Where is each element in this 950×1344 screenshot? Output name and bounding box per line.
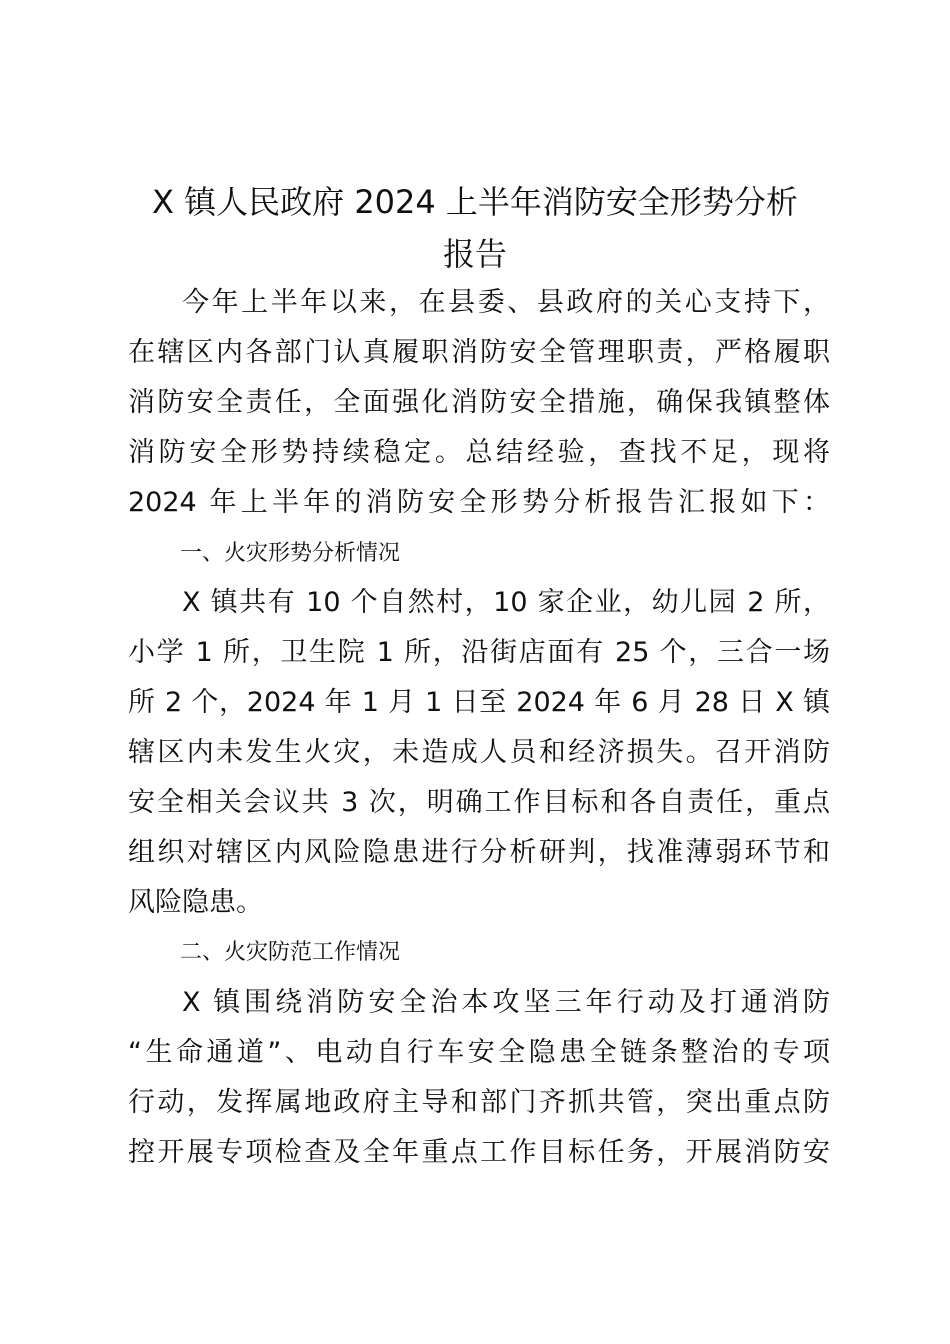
section-1-line-3: 所 2 个，2024 年 1 月 1 日至 2024 年 6 月 28 日 X 镇 bbox=[128, 687, 830, 718]
section-1-line-6: 组织对辖区内风险隐患进行分析研判，找准薄弱环节和 bbox=[128, 837, 830, 868]
section-1-line-5: 安全相关会议共 3 次，明确工作目标和各自责任，重点 bbox=[128, 787, 830, 818]
section-1-line-1: X 镇共有 10 个自然村，10 家企业，幼儿园 2 所， bbox=[182, 587, 830, 618]
section-2-line-2: “生命通道”、电动自行车安全隐患全链条整治的专项 bbox=[128, 1037, 830, 1068]
section-1-line-7: 风险隐患。 bbox=[128, 887, 263, 918]
section-2-line-1: X 镇围绕消防安全治本攻坚三年行动及打通消防 bbox=[182, 987, 830, 1018]
section-1-line-2: 小学 1 所，卫生院 1 所，沿街店面有 25 个，三合一场 bbox=[128, 637, 830, 668]
section-1-heading: 一、火灾形势分析情况 bbox=[180, 541, 401, 566]
intro-paragraph-line-1: 今年上半年以来，在县委、县政府的关心支持下， bbox=[182, 287, 830, 318]
intro-paragraph-line-5: 2024 年上半年的消防安全形势分析报告汇报如下： bbox=[128, 487, 830, 518]
document-title-line-2: 报告 bbox=[442, 235, 507, 273]
section-2-line-4: 控开展专项检查及全年重点工作目标任务，开展消防安 bbox=[128, 1137, 830, 1168]
intro-paragraph-line-4: 消防安全形势持续稳定。总结经验，查找不足，现将 bbox=[128, 437, 830, 468]
section-1-line-4: 辖区内未发生火灾，未造成人员和经济损失。召开消防 bbox=[128, 737, 830, 768]
intro-paragraph-line-2: 在辖区内各部门认真履职消防安全管理职责，严格履职 bbox=[128, 337, 830, 368]
section-2-heading: 二、火灾防范工作情况 bbox=[180, 940, 401, 965]
intro-paragraph-line-3: 消防安全责任，全面强化消防安全措施，确保我镇整体 bbox=[128, 387, 830, 418]
document-title-line-1: X 镇人民政府 2024 上半年消防安全形势分析 bbox=[152, 183, 798, 221]
section-2-line-3: 行动，发挥属地政府主导和部门齐抓共管，突出重点防 bbox=[128, 1087, 830, 1118]
